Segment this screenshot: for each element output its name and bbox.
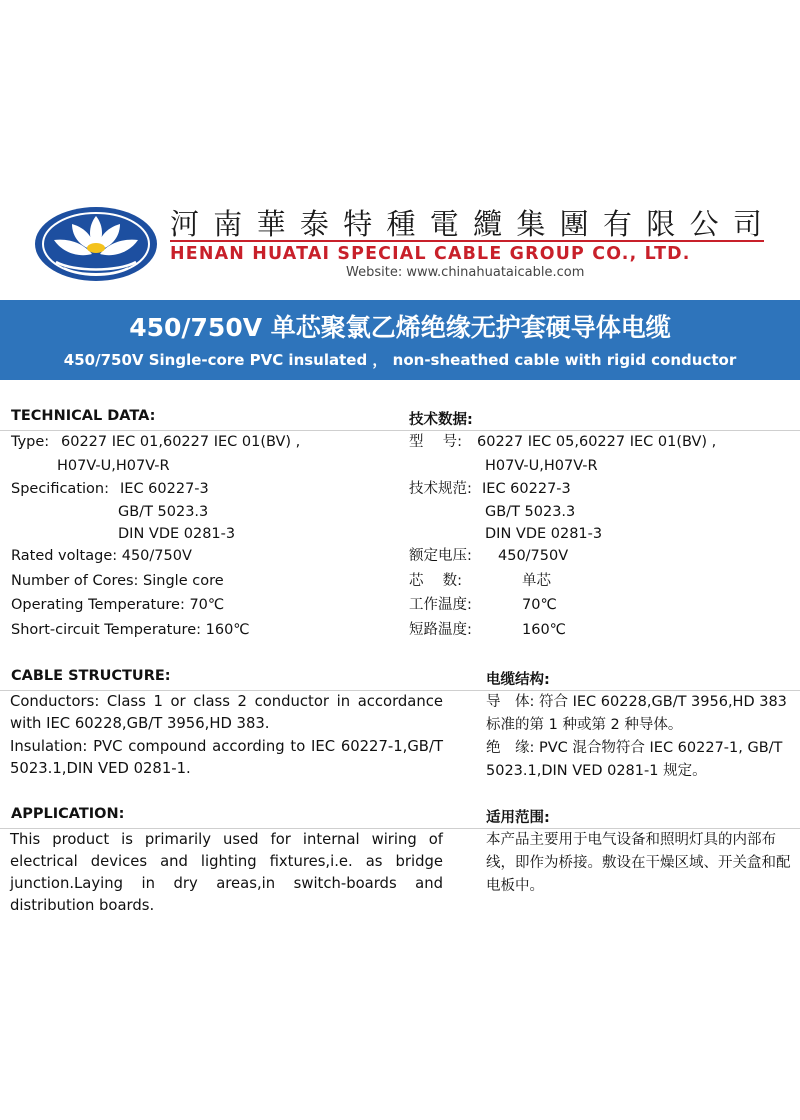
product-title-en: 450/750V Single-core PVC insulated ， non-sheathed cable with rigid conductor [63,351,737,369]
spec-value-en-2: GB/T 5023.3 [118,504,209,520]
spec-value-cn-2: GB/T 5023.3 [485,504,576,520]
application-heading-en: APPLICATION: [11,806,125,822]
company-cn-char: 纜 [473,206,503,241]
spec-value-en-1: IEC 60227-3 [120,481,209,497]
operating-temp-label-cn: 工作温度: [409,597,472,613]
company-cn-char: 華 [256,206,286,241]
spec-label-cn: 技术规范: [409,481,472,497]
conductors-en: Conductors: Class 1 or class 2 conductor in accordance with IEC 60228,GB/T 3956,HD 383. [10,693,443,732]
short-circuit-temp-value-cn: 160℃ [522,622,566,638]
header-rule [170,240,764,242]
company-cn-char: 河 [170,206,200,241]
company-cn-char: 南 [213,206,243,241]
type-value-cn-1: 60227 IEC 05,60227 IEC 01(BV) , [477,434,717,450]
company-cn-char: 司 [732,206,762,241]
spec-value-cn-3: DIN VDE 0281-3 [485,526,603,542]
company-cn-char: 特 [343,206,373,241]
cores-en: Number of Cores: Single core [11,573,224,589]
type-value-cn-2: H07V-U,H07V-R [485,458,598,474]
operating-temp-en: Operating Temperature: 70℃ [11,597,225,613]
website-text: Website: www.chinahuataicable.com [346,265,585,280]
technical-heading-cn: 技术数据: [409,412,473,428]
short-circuit-temp-label-cn: 短路温度: [409,622,472,638]
lotus-logo-icon [34,206,158,282]
structure-heading-cn: 电缆结构: [486,672,550,688]
company-cn-char: 電 [429,206,459,241]
type-value-en-2: H07V-U,H07V-R [57,458,170,474]
operating-temp-value-cn: 70℃ [522,597,557,613]
technical-heading-en: TECHNICAL DATA: [11,408,156,424]
cores-label-cn: 芯 数: [409,573,462,589]
structure-heading-en: CABLE STRUCTURE: [11,668,171,684]
company-name-cn [170,204,762,240]
product-title-cn: 450/750V 单芯聚氯乙烯绝缘无护套硬导体电缆 [129,313,671,342]
spec-value-cn-1: IEC 60227-3 [482,481,571,497]
company-cn-char: 種 [386,206,416,241]
type-label-cn: 型 号: [409,434,462,450]
insulation-cn: 绝 缘: PVC 混合物符合 IEC 60227-1, GB/T 5023.1,DIN VED 0281-1 规定。 [486,740,783,779]
rated-voltage-label-cn: 额定电压: [409,548,472,564]
rated-voltage-en: Rated voltage: 450/750V [11,548,192,564]
company-cn-char: 團 [559,206,589,241]
company-logo [34,206,158,282]
company-name-en: HENAN HUATAI SPECIAL CABLE GROUP CO., LTD. [170,244,691,264]
company-cn-char: 泰 [299,206,329,241]
spec-value-en-3: DIN VDE 0281-3 [118,526,236,542]
cores-value-cn: 单芯 [522,573,551,589]
application-heading-cn: 适用范围: [486,810,550,826]
rated-voltage-value-cn: 450/750V [498,548,569,564]
company-cn-char: 有 [602,206,632,241]
short-circuit-temp-en: Short-circuit Temperature: 160℃ [11,622,250,638]
insulation-en: Insulation: PVC compound according to IEC 60227-1,GB/T 5023.1,DIN VED 0281-1. [10,738,443,777]
conductors-cn: 导 体: 符合 IEC 60228,GB/T 3956,HD 383 标准的第 1 种或第 2 种导体。 [486,694,787,733]
type-value-en-1: 60227 IEC 01,60227 IEC 01(BV) , [61,434,301,450]
company-cn-char: 集 [516,206,546,241]
company-cn-char: 限 [646,206,676,241]
company-cn-char: 公 [689,206,719,241]
spec-label-en: Specification: [11,481,109,497]
type-label-en: Type: [11,434,50,450]
application-text-en: This product is primarily used for internal wiring of electrical devices and lighting fixtures,i.e. as bridge junction.Laying in dry areas,in switch-boards and distribution boards. [10,831,443,914]
application-text-cn: 本产品主要用于电气设备和照明灯具的内部布线，即作为桥接。敷设在干燥区域、开关盒和配电板中。 [486,832,791,894]
